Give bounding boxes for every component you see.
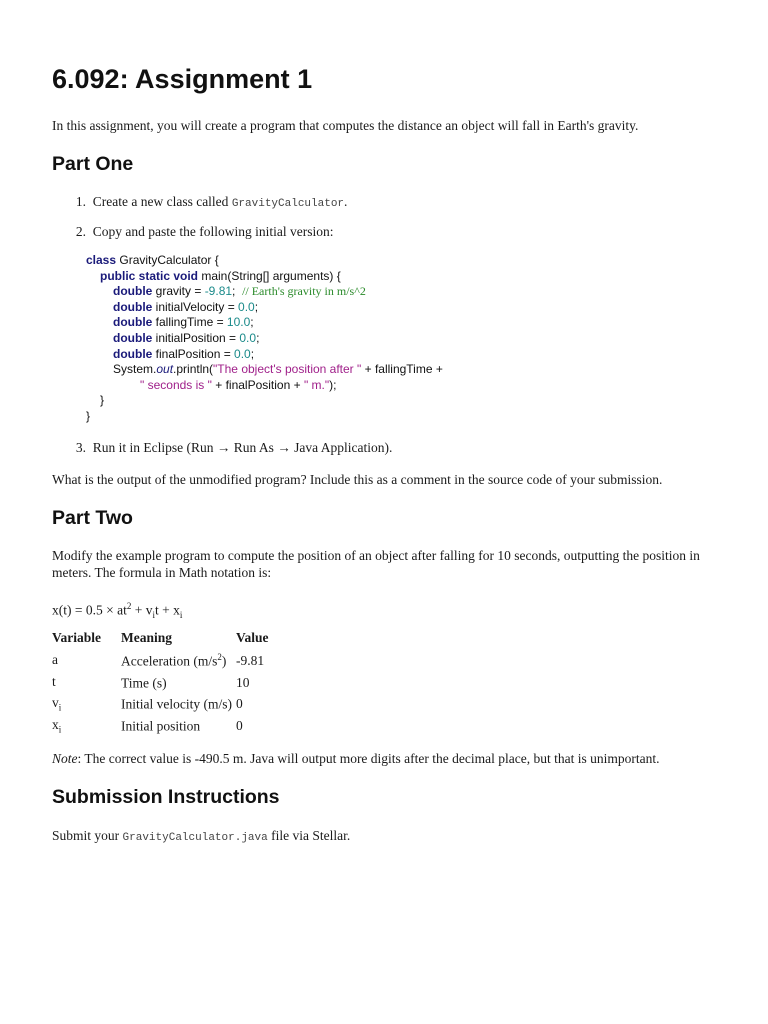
part-one-heading: Part One	[52, 153, 134, 175]
code-keyword: double	[113, 315, 153, 330]
meaning-cell	[121, 672, 236, 694]
variable-symbol: a	[52, 652, 58, 667]
code-number: 0.0	[234, 346, 251, 361]
table-header-row	[52, 630, 289, 650]
part-two-paragraph: Modify the example program to compute the position of an object after falling for 10 seconds, outputting the position in meters. The formula in Math notation is:	[52, 548, 700, 580]
intro-paragraph: In this assignment, you will create a program that computes the distance an object will fall in Earth's gravity.	[52, 118, 639, 133]
table-row	[52, 693, 289, 715]
table-row	[52, 650, 289, 672]
meaning-cell	[121, 650, 236, 672]
formula-superscript: 2	[126, 601, 132, 611]
code-number: -9.81	[204, 284, 233, 299]
step-3	[52, 440, 392, 456]
code-text: initialVelocity =	[152, 299, 239, 314]
column-header: Meaning	[121, 630, 173, 645]
formula-text: + v	[131, 602, 153, 618]
code-text: .println(	[173, 362, 214, 377]
code-keyword: class	[86, 253, 117, 267]
page-title: 6.092: Assignment 1	[52, 64, 313, 94]
code-text: + finalPosition +	[211, 377, 304, 392]
meaning-text: Acceleration (m/s	[121, 653, 218, 669]
variable-cell	[52, 672, 121, 694]
value-cell: 0	[236, 696, 243, 712]
code-text: GravityCalculator {	[116, 253, 219, 267]
code-text: ;	[250, 346, 255, 361]
code-comment: // Earth's gravity in m/s^2	[242, 284, 366, 299]
formula-text: t + x	[154, 602, 180, 618]
step-1	[52, 194, 347, 210]
code-line	[86, 300, 443, 316]
step-number: 2.	[75, 224, 86, 239]
class-name-code: GravityCalculator	[231, 198, 345, 210]
code-line	[86, 409, 443, 425]
code-line	[86, 347, 443, 363]
code-text: System.	[113, 362, 157, 377]
code-keyword: double	[113, 299, 153, 314]
part-two-heading: Part Two	[52, 507, 133, 529]
variable-symbol: x	[52, 717, 59, 733]
note-text: : The correct value is -490.5 m. Java will output more digits after the decimal place, but that is unimportant.	[77, 751, 660, 766]
code-keyword: double	[113, 284, 153, 299]
code-text: + fallingTime +	[361, 362, 443, 377]
code-line	[86, 393, 443, 409]
submission-text: file via Stellar.	[267, 828, 351, 843]
code-keyword: double	[113, 346, 153, 361]
table-row	[52, 672, 289, 694]
table-row	[52, 715, 289, 737]
column-header: Value	[236, 630, 269, 645]
note-paragraph	[52, 750, 716, 767]
note-label: Note	[52, 751, 78, 766]
code-line	[86, 378, 443, 394]
step-number: 3.	[75, 440, 86, 455]
code-keyword: public static void	[100, 268, 199, 283]
meaning-cell	[121, 715, 236, 737]
code-line	[86, 362, 443, 378]
step-tail: .	[344, 194, 348, 209]
meaning-tail: )	[221, 653, 227, 669]
variable-symbol: v	[52, 695, 59, 711]
code-line	[86, 269, 443, 285]
code-text: finalPosition =	[152, 346, 235, 361]
variables-table	[52, 630, 289, 737]
meaning-superscript: 2	[217, 652, 222, 663]
code-text: ;	[256, 330, 260, 345]
output-question: What is the output of the unmodified program? Include this as a comment in the source code of your submission.	[52, 472, 663, 487]
code-text: fallingTime =	[152, 315, 227, 330]
variable-symbol: t	[52, 673, 56, 689]
code-text: ;	[250, 315, 254, 330]
code-text: );	[329, 377, 337, 392]
value-cell: 0	[236, 717, 243, 733]
variable-subscript: i	[58, 703, 62, 714]
code-line	[86, 284, 443, 300]
value-cell: -9.81	[236, 652, 265, 668]
step-2	[52, 224, 333, 240]
value-cell: 10	[236, 674, 250, 690]
code-number: 0.0	[238, 299, 255, 314]
formula	[52, 598, 716, 624]
code-text: ;	[232, 284, 243, 299]
code-text: main(String[] arguments) {	[198, 268, 341, 283]
formula-text: x(t) = 0.5 × at	[52, 602, 127, 618]
submission-heading: Submission Instructions	[52, 786, 280, 808]
variable-cell	[52, 715, 121, 737]
code-text: }	[86, 408, 91, 423]
formula-subscript: i	[179, 610, 183, 621]
code-block	[86, 253, 443, 425]
submission-text: Submit your	[52, 828, 123, 843]
step-text: Create a new class called	[92, 194, 232, 209]
code-number: 0.0	[239, 330, 257, 345]
step-text: Run it in Eclipse (Run → Run As → Java Application).	[92, 440, 393, 455]
step-number: 1.	[75, 194, 86, 209]
column-header: Variable	[52, 630, 102, 645]
code-field: out	[156, 362, 174, 377]
code-line	[86, 315, 443, 331]
code-line	[86, 253, 443, 269]
meaning-text: Time (s)	[121, 675, 167, 691]
file-name-code: GravityCalculator.java	[122, 832, 268, 844]
code-text: initialPosition =	[152, 330, 240, 345]
meaning-cell	[121, 693, 236, 715]
code-number: 10.0	[226, 315, 251, 330]
meaning-text: Initial position	[121, 718, 201, 734]
variable-subscript: i	[58, 724, 62, 735]
formula-subscript: i	[152, 610, 155, 621]
code-string: "The object's position after "	[213, 362, 362, 377]
code-text: ;	[254, 299, 259, 314]
variable-cell	[52, 693, 121, 715]
step-text: Copy and paste the following initial version:	[92, 224, 334, 239]
code-string: " seconds is "	[140, 377, 212, 392]
meaning-text: Initial velocity (m/s)	[121, 696, 232, 712]
submission-paragraph	[52, 827, 716, 847]
code-text: }	[100, 393, 105, 408]
code-text: gravity =	[152, 284, 205, 299]
code-line	[86, 331, 443, 347]
code-keyword: double	[113, 330, 153, 345]
code-string: " m."	[303, 377, 330, 392]
variable-cell	[52, 650, 121, 672]
